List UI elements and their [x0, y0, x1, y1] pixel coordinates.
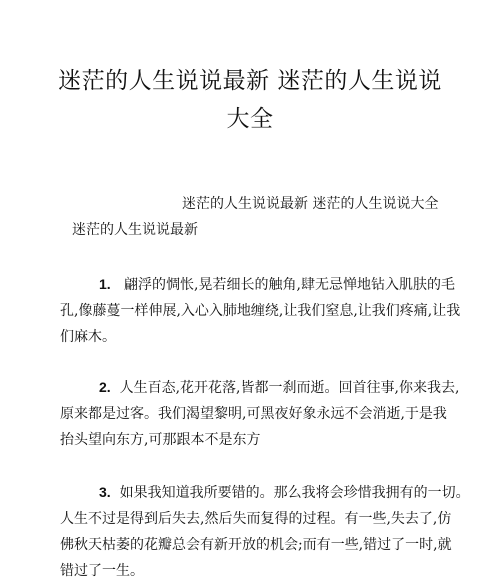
paragraph-line: 人生不过是得到后失去,然后失而复得的过程。有一些,失去了,仿: [60, 511, 452, 527]
title-line-1: 迷茫的人生说说最新 迷茫的人生说说: [58, 68, 442, 94]
paragraph-line: 抬头望向东方,可那跟本不是东方: [60, 432, 261, 448]
document-title: [40, 62, 460, 138]
paragraph-line: [60, 271, 455, 298]
paragraph-text: 翩浮的惆怅,晃若细长的触角,肆无忌惮地钻入肌肤的毛: [124, 277, 455, 293]
paragraph-line: 孔,像藤蔓一样伸展,入心入肺地缠绕,让我们窒息,让我们疼痛,让我: [60, 303, 461, 319]
paragraph-number: 1.: [99, 276, 111, 292]
paragraph-line: 们麻木。: [60, 329, 116, 345]
paragraph-line: 错过了一生。: [60, 563, 144, 579]
paragraph-line: 原来都是过客。我们渴望黎明,可黑夜好象永远不会消逝,于是我: [60, 406, 447, 422]
paragraph-line: 佛秋天枯萎的花瓣总会有新开放的机会;而有一些,错过了一时,就: [60, 537, 452, 553]
paragraph-text: 人生百态,花开花落,皆都一刹而逝。回首往事,你来我去,: [119, 380, 460, 396]
paragraph-number: 2.: [99, 379, 111, 395]
section-heading: 迷茫的人生说说最新: [72, 222, 198, 238]
paragraph-1: [60, 271, 461, 350]
paragraph-number: 3.: [99, 484, 111, 500]
paragraph-2: [60, 374, 460, 453]
paragraph-line: [60, 479, 470, 506]
paragraph-3: [60, 479, 470, 584]
title-line-2: 大全: [226, 106, 274, 132]
paragraph-line: [60, 374, 460, 401]
document-subtitle: 迷茫的人生说说最新 迷茫的人生说说大全: [182, 196, 439, 212]
paragraph-text: 如果我知道我所要错的。那么我将会珍惜我拥有的一切。: [119, 485, 470, 501]
